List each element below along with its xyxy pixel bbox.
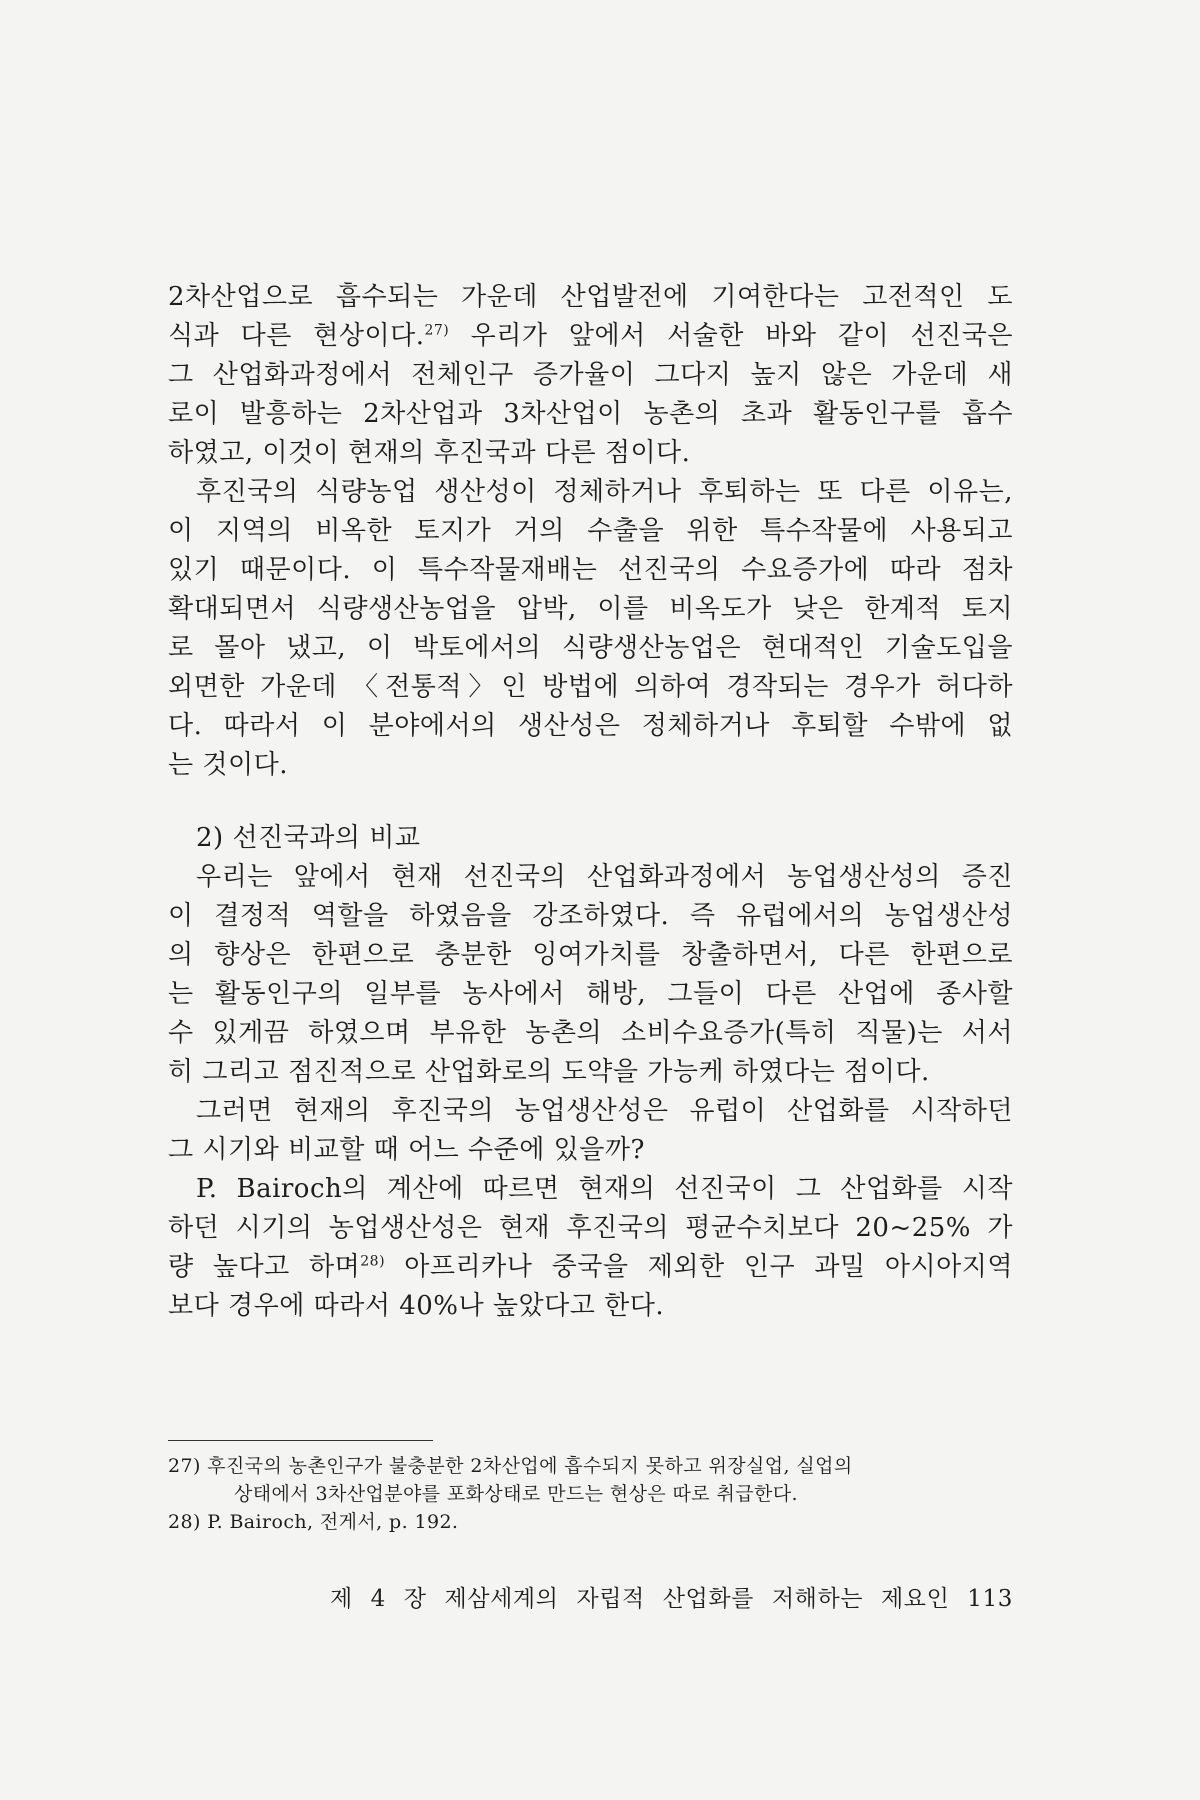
text-line: 있기 때문이다. 이 특수작물재배는 선진국의 수요증가에 따라 점차 [168,555,1013,585]
chapter-title: 제 4 장 제삼세계의 자립적 산업화를 저해하는 제요인 [330,1586,950,1612]
section-heading: 2) 선진국과의 비교 [196,823,421,853]
paragraph-3 [168,858,1013,1092]
text-line: 로 몰아 냈고, 이 박토에서의 식량생산농업은 현대적인 기술도입을 [168,633,1013,663]
footnote-ref-27[interactable]: 27) [424,322,450,339]
text-line [168,1248,1013,1287]
text-line: 는 활동인구의 일부를 농사에서 해방, 그들이 다른 산업에 종사할 [168,979,1013,1009]
text-line: 수 있게끔 하였으며 부유한 농촌의 소비수요증가(특히 직물)는 서서 [168,1018,1013,1048]
text-line: 히 그리고 점진적으로 산업화로의 도약을 가능케 하였다는 점이다. [168,1057,930,1087]
footnote-27-continued: 상태에서 3차산업분야를 포화상태로 만드는 현상은 따로 취급한다. [234,1483,798,1505]
text-line: 는 것이다. [168,750,288,780]
paragraph-5 [168,1170,1013,1326]
text-line: 하였고, 이것이 현재의 후진국과 다른 점이다. [168,438,691,468]
text-span: 량 높다고 하며 [168,1252,361,1282]
text-line: 하던 시기의 농업생산성은 현재 후진국의 평균수치보다 20~25% 가 [168,1213,1013,1243]
paragraph-4 [168,1092,1013,1170]
text-line: 로이 발흥하는 2차산업과 3차산업이 농촌의 초과 활동인구를 흡수 [168,399,1013,429]
page-number: 113 [967,1586,1013,1612]
text-span: 식과 다른 현상이다. [168,321,425,351]
text-line [168,317,1013,356]
text-line: 그러면 현재의 후진국의 농업생산성은 유럽이 산업화를 시작하던 [196,1096,1013,1126]
text-line: 의 향상은 한편으로 충분한 잉여가치를 창출하면서, 다른 한편으로 [168,940,1013,970]
footnotes [168,1452,1013,1536]
text-span: 아프리카나 중국을 제외한 인구 과밀 아시아지역 [385,1252,1013,1282]
text-line: P. Bairoch의 계산에 따르면 현재의 선진국이 그 산업화를 시작 [196,1174,1013,1204]
text-line: 그 산업화과정에서 전체인구 증가율이 그다지 높지 않은 가운데 새 [168,360,1013,390]
text-line: 보다 경우에 따라서 40%나 높았다고 한다. [168,1291,665,1321]
footnote-27: 27) 후진국의 농촌인구가 불충분한 2차산업에 흡수되지 못하고 위장실업, 실업의 [168,1455,853,1477]
text-line: 이 결정적 역할을 하였음을 강조하였다. 즉 유럽에서의 농업생산성 [168,901,1013,931]
footnote-28: 28) P. Bairoch, 전게서, p. 192. [168,1511,459,1533]
text-line: 이 지역의 비옥한 토지가 거의 수출을 위한 특수작물에 사용되고 [168,516,1013,546]
text-line: 후진국의 식량농업 생산성이 정체하거나 후퇴하는 또 다른 이유는, [196,477,1013,507]
text-span: 우리가 앞에서 서술한 바와 같이 선진국은 [449,321,1013,351]
paragraph-2 [168,473,1013,785]
text-line: 2차산업으로 흡수되는 가운데 산업발전에 기여한다는 고전적인 도 [168,282,1013,312]
text-line: 외면한 가운데 〈전통적〉인 방법에 의하여 경작되는 경우가 허다하 [168,672,1013,702]
running-footer [330,1584,1013,1614]
page-body [168,278,1013,1326]
footnote-ref-28[interactable]: 28) [360,1253,386,1270]
text-line: 우리는 앞에서 현재 선진국의 산업화과정에서 농업생산성의 증진 [196,862,1013,892]
paragraph-1 [168,278,1013,473]
footnote-divider [168,1440,433,1441]
text-line: 확대되면서 식량생산농업을 압박, 이를 비옥도가 낮은 한계적 토지 [168,594,1013,624]
text-line: 그 시기와 비교할 때 어느 수준에 있을까? [168,1135,645,1165]
text-line: 다. 따라서 이 분야에서의 생산성은 정체하거나 후퇴할 수밖에 없 [168,711,1013,741]
